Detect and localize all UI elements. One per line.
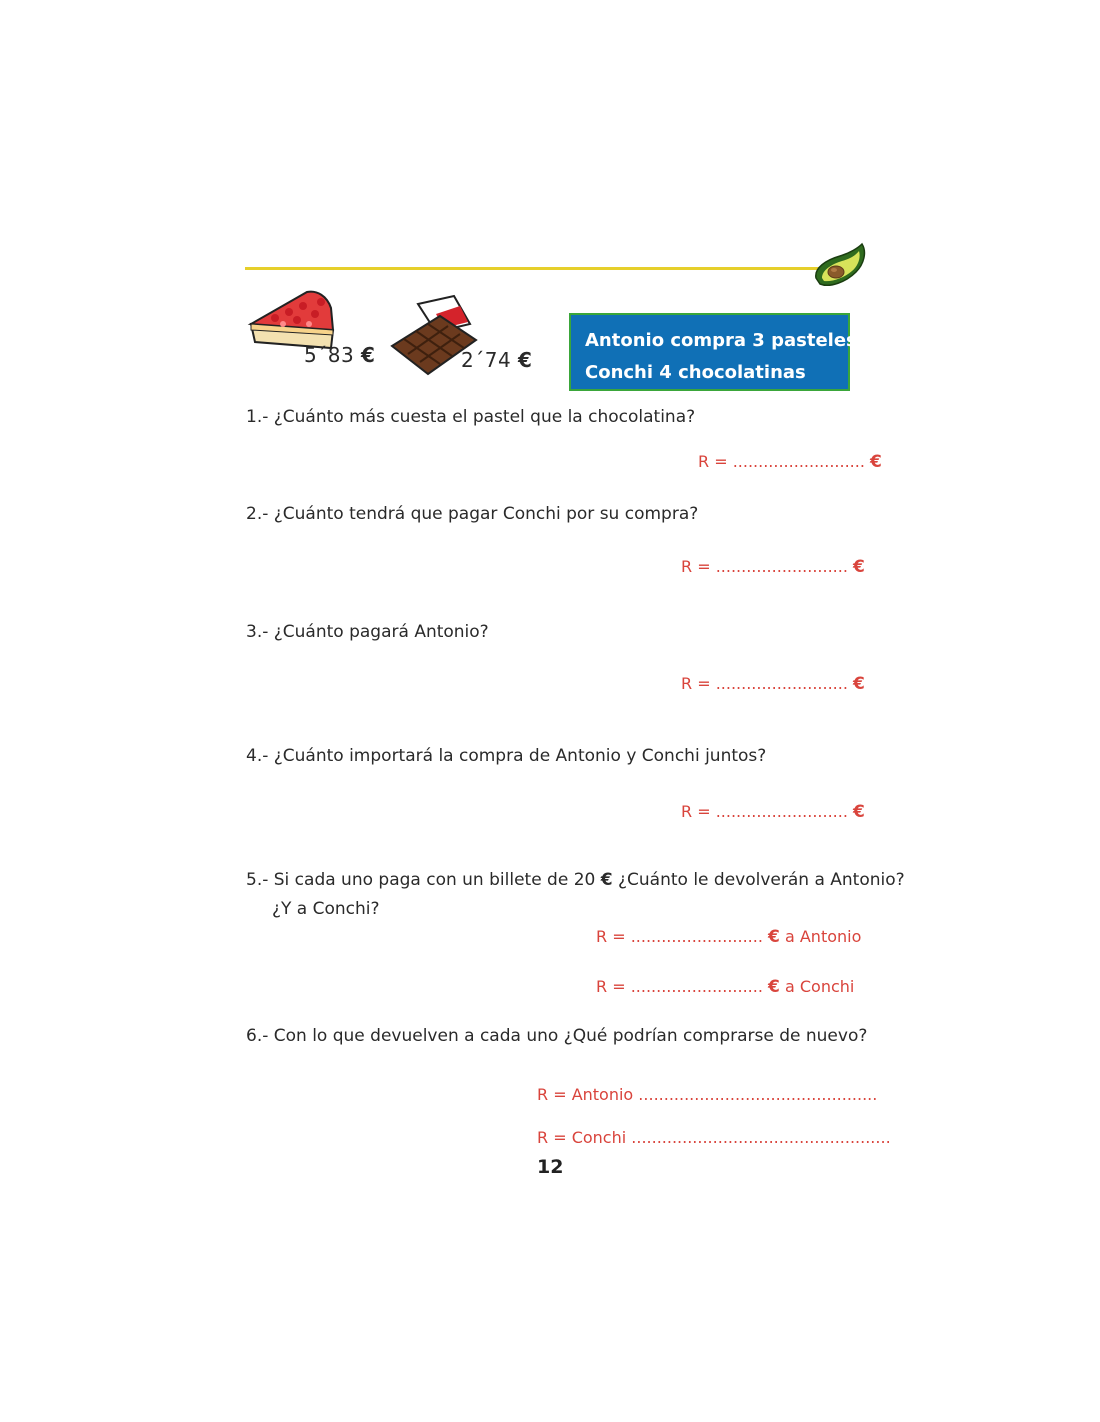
answer-2[interactable]: R = .......................... €	[681, 557, 865, 577]
avocado-icon	[812, 242, 868, 288]
header-rule	[245, 267, 823, 270]
question-1: 1.- ¿Cuánto más cuesta el pastel que la chocolatina?	[246, 407, 696, 427]
info-line-conchi: Conchi 4 chocolatinas	[585, 362, 806, 383]
question-4: 4.- ¿Cuánto importará la compra de Antonio y Conchi juntos?	[246, 746, 767, 766]
info-box	[569, 313, 857, 391]
question-6: 6.- Con lo que devuelven a cada uno ¿Qué podrían comprarse de nuevo?	[246, 1026, 868, 1046]
answer-4[interactable]: R = .......................... €	[681, 802, 865, 822]
answer-1[interactable]: R = .......................... €	[698, 452, 882, 472]
question-2: 2.- ¿Cuánto tendrá que pagar Conchi por su compra?	[246, 504, 699, 524]
answer-3[interactable]: R = .......................... €	[681, 674, 865, 694]
chocolate-price: 2´74 €	[461, 348, 533, 372]
answer-5-conchi[interactable]: R = .......................... € a Conchi	[596, 977, 855, 997]
answer-6-antonio[interactable]: R = Antonio ...............................................	[537, 1085, 878, 1104]
pie-price: 5´83 €	[304, 343, 376, 367]
answer-5-antonio[interactable]: R = .......................... € a Antonio	[596, 927, 862, 947]
page-number: 12	[537, 1156, 564, 1178]
question-3: 3.- ¿Cuánto pagará Antonio?	[246, 622, 489, 642]
answer-6-conchi[interactable]: R = Conchi ...................................................	[537, 1128, 891, 1147]
question-5-line2: ¿Y a Conchi?	[272, 899, 380, 919]
question-5: 5.- Si cada uno paga con un billete de 20 € ¿Cuánto le devolverán a Antonio?	[246, 870, 905, 890]
info-line-antonio: Antonio compra 3 pasteles	[585, 330, 857, 351]
